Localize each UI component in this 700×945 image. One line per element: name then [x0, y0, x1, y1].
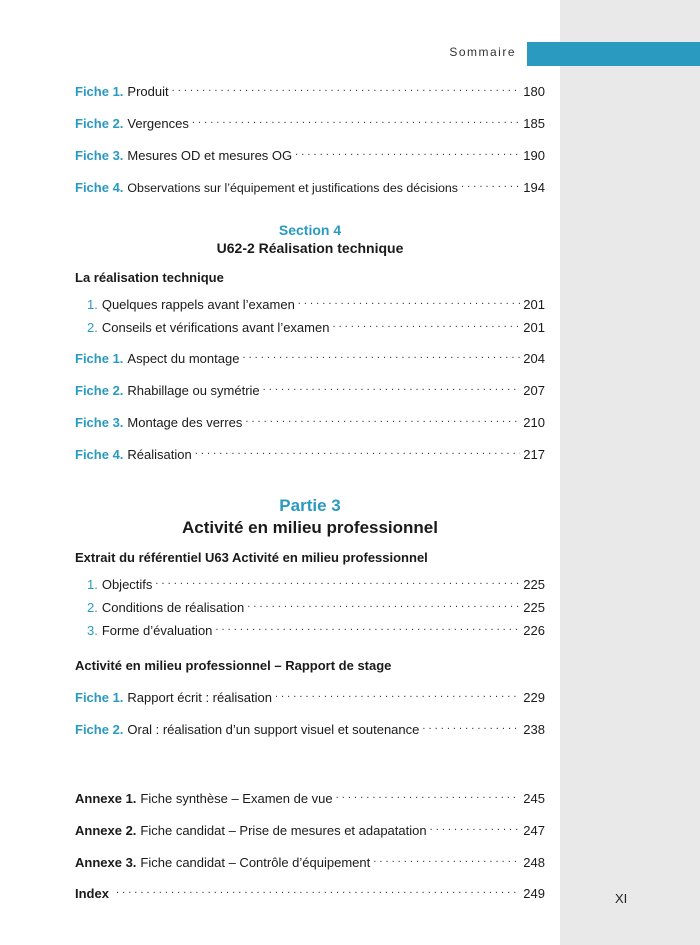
dot-leader [373, 851, 520, 867]
entry-title: Conseils et vérifications avant l’examen [101, 320, 330, 335]
toc-entry[interactable] [75, 144, 545, 164]
side-strip [560, 0, 700, 945]
toc-entry[interactable] [75, 80, 545, 100]
dot-leader [247, 596, 520, 612]
section-title: U62-2 Réalisation technique [216, 240, 404, 256]
dot-leader [172, 80, 520, 96]
entry-number: Annexe 3. [75, 855, 137, 870]
toc-entry[interactable] [75, 379, 545, 399]
entry-number: Fiche 3. [75, 148, 124, 163]
entry-number: 3. [87, 623, 98, 638]
entry-page: 201 [523, 297, 545, 312]
toc-entry[interactable] [75, 443, 545, 463]
toc-entry[interactable] [75, 882, 545, 902]
dot-leader [192, 112, 520, 128]
section-label: Section 4 [278, 222, 342, 238]
entry-page: 194 [523, 180, 545, 195]
entry-title: Mesures OD et mesures OG [127, 148, 293, 163]
entry-title: Vergences [127, 116, 189, 131]
entry-page: 248 [523, 855, 545, 870]
page-number: XI [615, 891, 628, 906]
entry-page: 225 [523, 600, 545, 615]
toc-entry[interactable] [75, 819, 545, 839]
entry-title: Montage des verres [127, 415, 243, 430]
toc-entry[interactable] [75, 686, 545, 706]
entry-page: 238 [523, 722, 545, 737]
entry-number: 1. [87, 297, 98, 312]
entry-title: Forme d’évaluation [101, 623, 213, 638]
toc-entry[interactable] [87, 316, 545, 336]
entry-number: Fiche 1. [75, 84, 124, 99]
entry-title: Fiche synthèse – Examen de vue [140, 791, 333, 806]
toc-entry[interactable] [75, 347, 545, 367]
dot-leader [295, 144, 520, 160]
header-accent-bar [527, 42, 700, 66]
entry-title: Produit [127, 84, 169, 99]
subheading: La réalisation technique [75, 270, 224, 285]
entry-page: 190 [523, 148, 545, 163]
dot-leader [215, 619, 520, 635]
entry-page: 226 [523, 623, 545, 638]
toc-entry[interactable] [87, 573, 545, 593]
entry-title: Quelques rappels avant l’examen [101, 297, 295, 312]
entry-number: Index [75, 886, 109, 901]
entry-number: 1. [87, 577, 98, 592]
entry-title: Aspect du montage [127, 351, 240, 366]
entry-page: 180 [523, 84, 545, 99]
toc-entry[interactable] [75, 851, 545, 871]
entry-title: Conditions de réalisation [101, 600, 245, 615]
entry-number: 2. [87, 600, 98, 615]
entry-number: 2. [87, 320, 98, 335]
dot-leader [245, 411, 520, 427]
dot-leader [461, 176, 520, 192]
entry-title: Objectifs [101, 577, 153, 592]
entry-page: 217 [523, 447, 545, 462]
part-label: Partie 3 [279, 496, 341, 515]
entry-number: Fiche 2. [75, 116, 124, 131]
toc-entry[interactable] [75, 411, 545, 431]
entry-title: Fiche candidat – Prise de mesures et adapatation [140, 823, 427, 838]
entry-page: 210 [523, 415, 545, 430]
toc-entry[interactable] [75, 176, 545, 196]
toc-entry[interactable] [87, 293, 545, 313]
entry-number: Fiche 2. [75, 722, 124, 737]
entry-page: 247 [523, 823, 545, 838]
subheading: Activité en milieu professionnel – Rapport de stage [75, 658, 392, 673]
entry-number: Fiche 4. [75, 447, 124, 462]
entry-number: Fiche 1. [75, 690, 124, 705]
entry-number: Fiche 2. [75, 383, 124, 398]
subheading: Extrait du référentiel U63 Activité en milieu professionnel [75, 550, 428, 565]
dot-leader [336, 787, 520, 803]
entry-page: 229 [523, 690, 545, 705]
entry-page: 204 [523, 351, 545, 366]
entry-number: Fiche 4. [75, 180, 124, 195]
dot-leader [422, 718, 520, 734]
dot-leader [298, 293, 520, 309]
entry-number: Annexe 2. [75, 823, 137, 838]
entry-number: Annexe 1. [75, 791, 137, 806]
entry-title: Réalisation [127, 447, 192, 462]
entry-number: Fiche 1. [75, 351, 124, 366]
entry-title: Oral : réalisation d’un support visuel et soutenance [127, 722, 420, 737]
entry-page: 185 [523, 116, 545, 131]
dot-leader [242, 347, 520, 363]
part-title: Activité en milieu professionnel [181, 518, 438, 537]
dot-leader [332, 316, 520, 332]
entry-title: Rhabillage ou symétrie [127, 383, 260, 398]
entry-number: Fiche 3. [75, 415, 124, 430]
entry-page: 207 [523, 383, 545, 398]
entry-page: 245 [523, 791, 545, 806]
toc-entry[interactable] [87, 596, 545, 616]
dot-leader [263, 379, 520, 395]
entry-title: Fiche candidat – Contrôle d’équipement [140, 855, 371, 870]
entry-page: 225 [523, 577, 545, 592]
entry-page: 249 [523, 886, 545, 901]
entry-title: Observations sur l’équipement et justifications des décisions [127, 181, 459, 195]
toc-entry[interactable] [75, 112, 545, 132]
entry-title: Rapport écrit : réalisation [127, 690, 272, 705]
entry-page: 201 [523, 320, 545, 335]
dot-leader [195, 443, 520, 459]
dot-leader [430, 819, 520, 835]
toc-entry[interactable] [75, 718, 545, 738]
dot-leader [275, 686, 520, 702]
header-label: Sommaire [449, 45, 516, 59]
dot-leader [116, 882, 520, 898]
toc-entry[interactable] [75, 787, 545, 807]
toc-entry[interactable] [87, 619, 545, 639]
dot-leader [155, 573, 520, 589]
